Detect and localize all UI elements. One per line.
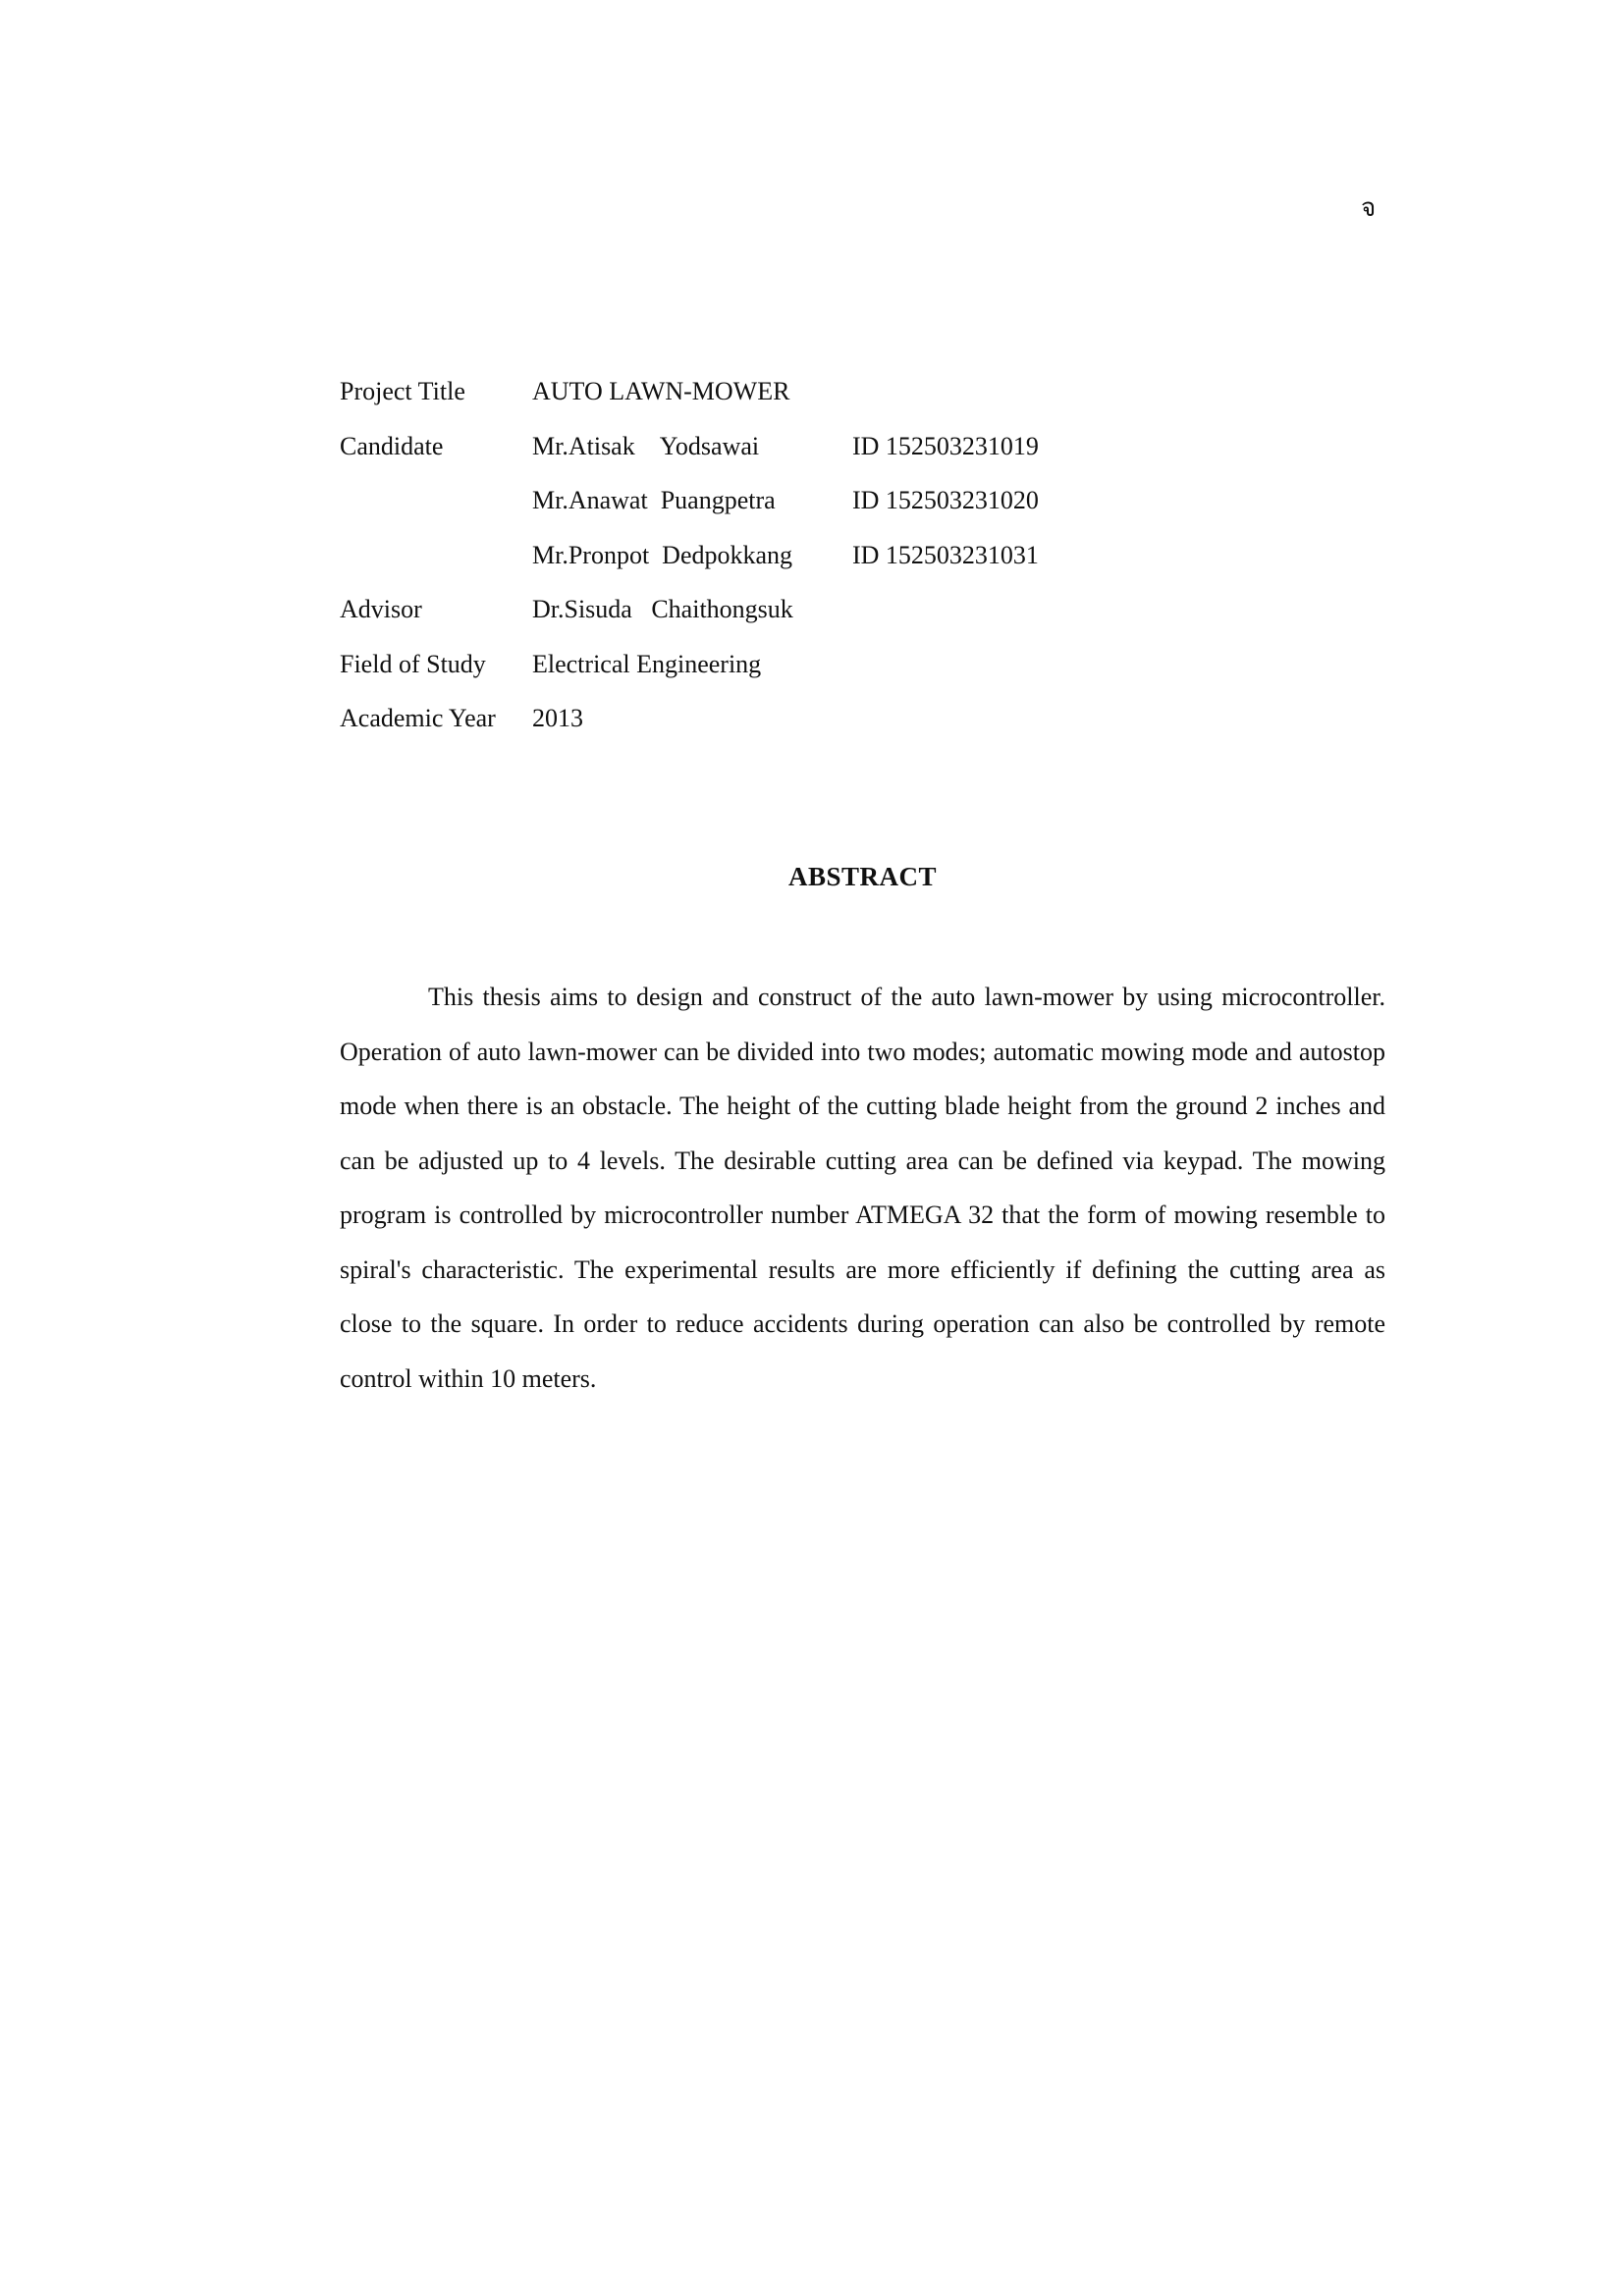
field-of-study-value: Electrical Engineering [532,649,762,678]
project-title-value: AUTO LAWN-MOWER [532,377,790,405]
candidate-name: Mr.Pronpot Dedpokkang [532,540,793,569]
project-title-label: Project Title [340,377,465,405]
candidate-name: Mr.Anawat Puangpetra [532,486,776,514]
field-of-study-label: Field of Study [340,649,486,678]
advisor-label: Advisor [340,595,422,623]
academic-year-label: Academic Year [340,704,496,732]
candidate-id: ID 152503231019 [852,431,1039,460]
academic-year-value: 2013 [532,704,583,732]
advisor-row [340,590,1420,645]
candidate-row-3 [340,536,1420,591]
field-of-study-row [340,645,1420,700]
candidate-name: Mr.Atisak Yodsawai [532,431,760,460]
candidate-id: ID 152503231020 [852,486,1039,514]
academic-year-row [340,699,1420,754]
project-title-row [340,372,1420,427]
abstract-body: This thesis aims to design and construct of the auto lawn-mower by using microcontroller. Operation of auto lawn-mower can be divided into two modes; automatic mowing mode and autostop mode when there is an obstacle. The height of the cutting blade height from the ground 2 inches and can be adjusted up to 4 levels. The desirable cutting area can be defined via keypad. The mowing program is controlled by microcontroller number ATMEGA 32 that the form of mowing resemble to spiral's characteristic. The experimental results are more efficiently if defining the cutting area as close to the square. In order to reduce accidents during operation can also be controlled by remote control within 10 meters. [340,983,1385,1393]
page-number: จ [1361,193,1377,222]
advisor-value: Dr.Sisuda Chaithongsuk [532,595,793,623]
candidate-id: ID 152503231031 [852,540,1039,569]
abstract-heading: ABSTRACT [787,862,938,891]
candidate-row-2 [340,481,1420,536]
candidate-row-1 [340,427,1420,482]
candidate-label: Candidate [340,431,444,460]
project-info [340,372,1420,754]
